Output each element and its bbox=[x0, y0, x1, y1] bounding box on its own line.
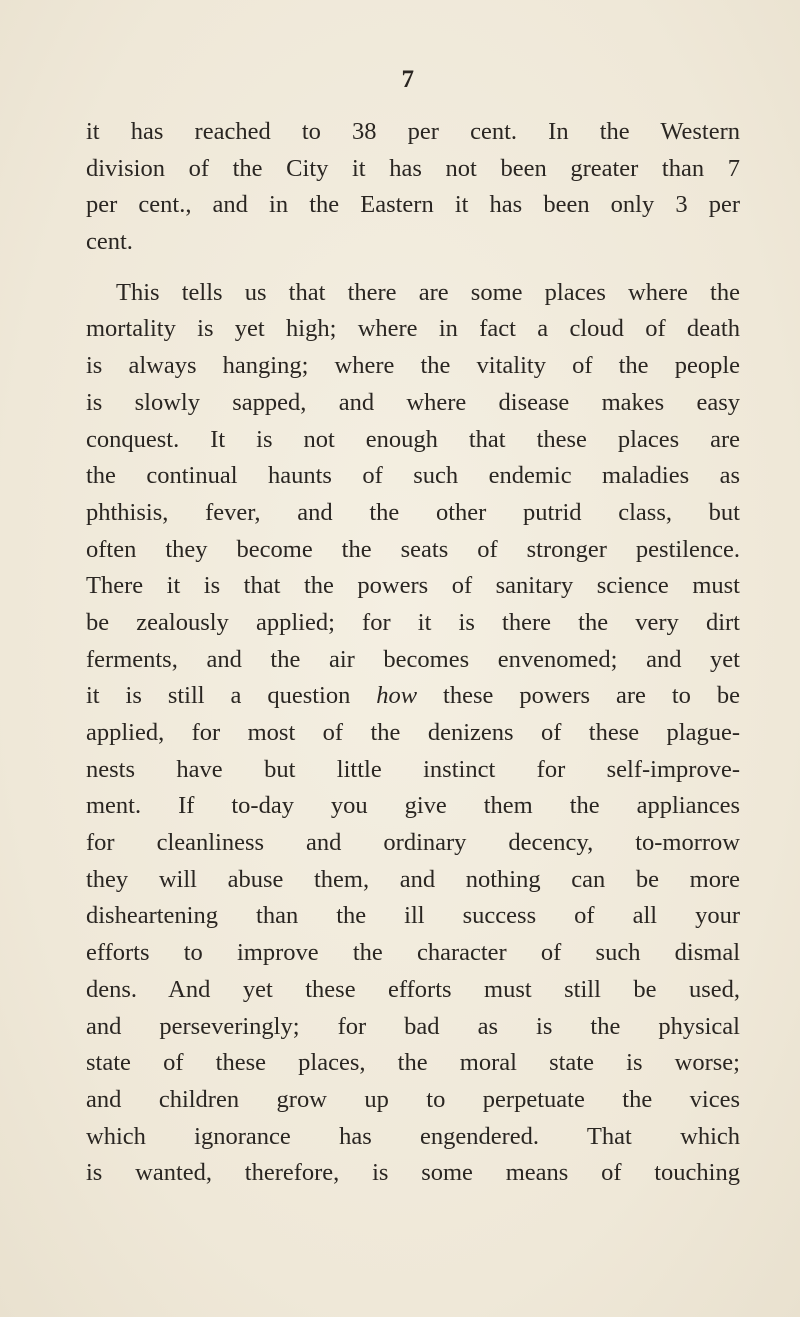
text-line: ment. If to-day you give them the appliances bbox=[86, 792, 740, 820]
text-line: is wanted, therefore, is some means of touching bbox=[86, 1159, 740, 1187]
text-line: conquest. It is not enough that these places are bbox=[86, 425, 740, 453]
text-line: applied, for most of the denizens of these plague- bbox=[86, 719, 740, 746]
text-line: and children grow up to perpetuate the vices bbox=[86, 1085, 740, 1113]
text-line: they will abuse them, and nothing can be more bbox=[86, 865, 740, 893]
body-text bbox=[86, 114, 740, 1192]
text-line: cent. bbox=[86, 228, 133, 256]
text-line: and perseveringly; for bad as is the physical bbox=[86, 1012, 740, 1040]
emphasis-word: how bbox=[376, 682, 418, 710]
text-line: it has reached to 38 per cent. In the Western bbox=[86, 118, 740, 145]
text-line: efforts to improve the character of such dismal bbox=[86, 939, 740, 967]
text-line: the continual haunts of such endemic maladies as bbox=[86, 462, 740, 490]
paragraph-1 bbox=[86, 114, 740, 261]
text-line: This tells us that there are some places where the bbox=[116, 278, 740, 306]
text-line: is always hanging; where the vitality of the people bbox=[86, 352, 740, 380]
text-line: is slowly sapped, and where disease makes easy bbox=[86, 388, 740, 416]
paragraph-2 bbox=[86, 275, 740, 1192]
paragraph-spacer bbox=[86, 261, 740, 275]
text-line: it is still a question how these powers are to be bbox=[86, 682, 740, 710]
text-line: division of the City it has not been greater than 7 bbox=[86, 154, 740, 182]
text-line: phthisis, fever, and the other putrid class, but bbox=[86, 498, 740, 526]
text-line: be zealously applied; for it is there the very dirt bbox=[86, 608, 740, 636]
text-line: often they become the seats of stronger pestilence. bbox=[86, 535, 740, 563]
text-line: mortality is yet high; where in fact a cloud of death bbox=[86, 315, 740, 343]
text-line: ferments, and the air becomes envenomed; and yet bbox=[86, 645, 740, 673]
text-line: There it is that the powers of sanitary science must bbox=[86, 572, 740, 600]
text-line: for cleanliness and ordinary decency, to-morrow bbox=[86, 829, 740, 857]
page-number: 7 bbox=[401, 66, 415, 93]
text-line: state of these places, the moral state is worse; bbox=[86, 1049, 740, 1077]
text-line: dens. And yet these efforts must still be used, bbox=[86, 975, 740, 1003]
text-line: which ignorance has engendered. That which bbox=[86, 1122, 740, 1150]
text-line: per cent., and in the Eastern it has been only 3 per bbox=[86, 191, 740, 219]
text-line: disheartening than the ill success of all your bbox=[86, 902, 740, 930]
text-line: nests have but little instinct for self-improve- bbox=[86, 755, 740, 783]
